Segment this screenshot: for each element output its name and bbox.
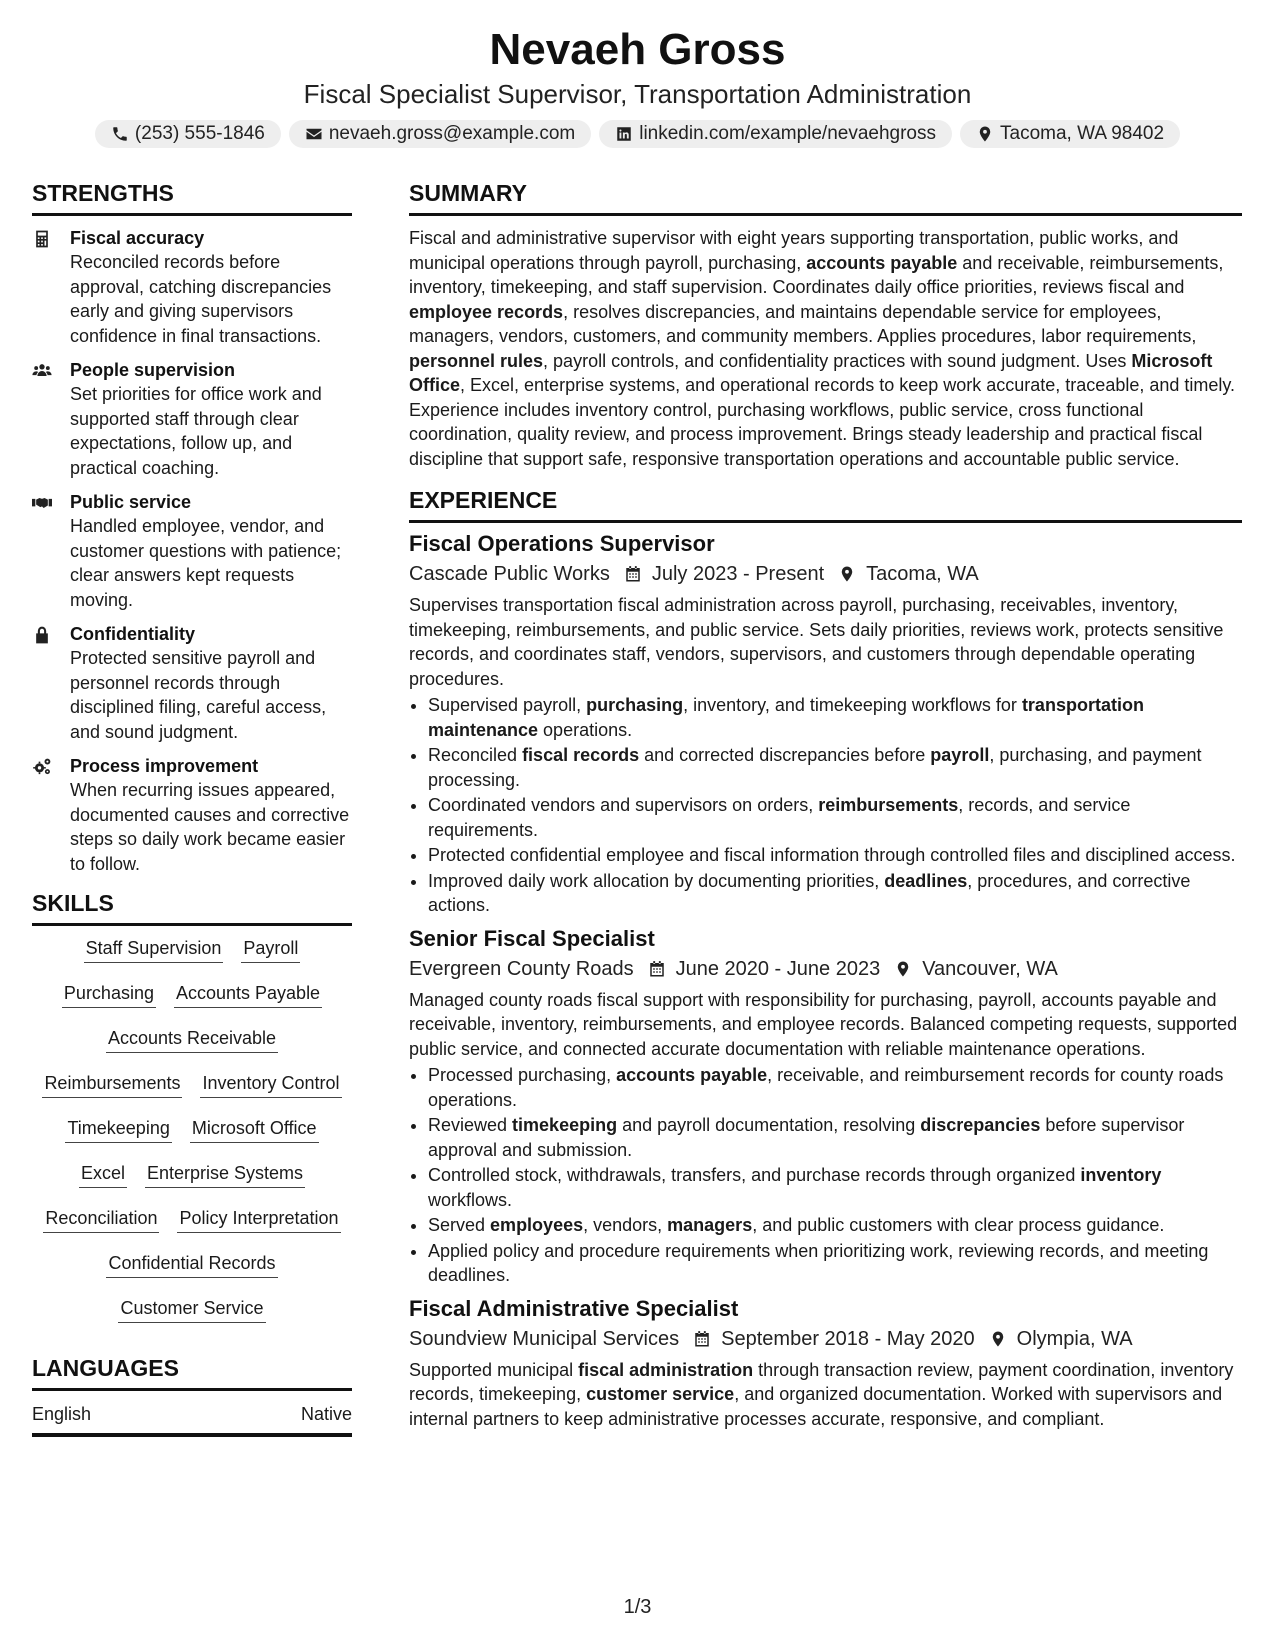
job-meta	[409, 559, 1242, 589]
skill-tag: Staff Supervision	[84, 936, 224, 963]
emphasis-text: fiscal administration	[578, 1359, 754, 1380]
language-row	[32, 1401, 352, 1437]
skills-heading: SKILLS	[32, 888, 352, 926]
contact-phone[interactable]	[95, 120, 281, 148]
job-location: Olympia, WA	[1016, 1327, 1133, 1350]
job-company: Evergreen County Roads	[409, 957, 634, 980]
contact-linkedin[interactable]	[599, 120, 952, 148]
skill-row	[42, 1071, 341, 1116]
emphasis-text: inventory	[1080, 1165, 1162, 1185]
candidate-title: Fiscal Specialist Supervisor, Transportation Administration	[303, 79, 972, 109]
skill-row	[62, 981, 322, 1026]
emphasis-text: purchasing	[586, 695, 684, 715]
skill-tag: Policy Interpretation	[177, 1206, 340, 1233]
job-bullet: • Reconciled fiscal records and corrected discrepancies before payroll, purchasing, and payment processing.	[428, 743, 1242, 792]
job-entry	[409, 529, 1242, 918]
lock-icon	[32, 625, 52, 645]
skill-tag: Purchasing	[62, 981, 156, 1008]
skill-tag: Confidential Records	[106, 1251, 277, 1278]
language-name: English	[32, 1404, 92, 1424]
contact-phone-text: (253) 555-1846	[134, 123, 265, 144]
job-description: Managed county roads fiscal support with responsibility for purchasing, payroll, accounts payable and receivable, inventory, reimbursements, and employee records. Balanced competing requests, supported public service, and connected accurate documentation with reliable maintenance operations.	[409, 989, 1238, 1059]
emphasis-text: accounts payable	[806, 252, 958, 273]
job-entry	[409, 1294, 1242, 1432]
strength-item	[32, 622, 352, 744]
contact-email-text: nevaeh.gross@example.com	[328, 123, 576, 144]
calendar-icon	[624, 565, 642, 583]
skill-tag: Accounts Payable	[174, 981, 322, 1008]
job-bullet: • Improved daily work allocation by documenting priorities, deadlines, procedures, and corrective actions.	[428, 869, 1242, 918]
skill-tag: Payroll	[241, 936, 300, 963]
strength-desc: Reconciled records before approval, catching discrepancies early and giving supervisors confidence in final transactions.	[70, 252, 332, 346]
strength-title: Confidentiality	[70, 624, 195, 644]
job-company: Cascade Public Works	[409, 563, 610, 585]
job-bullet: • Coordinated vendors and supervisors on orders, reimbursements, records, and service requirements.	[428, 793, 1242, 842]
summary-text: Fiscal and administrative supervisor with eight years supporting transportation, public works, and municipal operations through payroll, purchasing, accounts payable and receivable, reimbursements, inventory, timekeeping, and staff supervision. Coordinates daily office priorities, reviews fiscal and employee records, resolves discrepancies, and maintains dependable service for employees, managers, vendors, customers, and community members. Applies procedures, labor requirements, personnel rules, payroll controls, and confidentiality practices with sound judgment. Uses Microsoft Office, Excel, enterprise systems, and operational records to keep work accurate, traceable, and timely. Experience includes inventory control, purchasing workflows, public service, cross functional coordination, quality review, and process improvement. Brings steady leadership and practical fiscal discipline that support safe, responsive transportation operations and accountable public service.	[409, 228, 1236, 469]
map-pin-icon	[838, 565, 856, 583]
gears-icon	[32, 757, 52, 777]
job-bullet: • Applied policy and procedure requirements when prioritizing work, reviewing records, and meeting deadlines.	[428, 1239, 1242, 1288]
job-meta	[409, 1324, 1242, 1354]
candidate-name: Nevaeh Gross	[489, 25, 786, 74]
skill-tag: Reimbursements	[42, 1071, 182, 1098]
skill-tag: Accounts Receivable	[106, 1026, 278, 1053]
calendar-icon	[648, 960, 666, 978]
emphasis-text: transportation maintenance	[428, 695, 1144, 740]
job-entry	[409, 924, 1242, 1288]
job-bullet: • Reviewed timekeeping and payroll documentation, resolving discrepancies before supervisor approval and submission.	[428, 1113, 1242, 1162]
emphasis-text: managers	[667, 1215, 753, 1235]
contact-location	[960, 120, 1180, 148]
skill-row	[43, 1206, 340, 1251]
envelope-icon	[305, 125, 323, 143]
contact-location-text: Tacoma, WA 98402	[1000, 123, 1165, 144]
job-bullet: • Served employees, vendors, managers, and public customers with clear process guidance.	[428, 1213, 1242, 1238]
emphasis-text: employee records	[409, 301, 564, 322]
experience-heading: EXPERIENCE	[409, 485, 1242, 523]
calculator-icon	[32, 229, 52, 249]
job-title: Fiscal Administrative Specialist	[409, 1295, 739, 1321]
summary-heading: SUMMARY	[409, 178, 1242, 216]
skill-row	[106, 1251, 277, 1296]
emphasis-text: personnel rules	[409, 350, 544, 371]
language-level: Native	[300, 1404, 352, 1424]
job-description: Supervises transportation fiscal administration across payroll, purchasing, receivables, inventory, timekeeping, reimbursements, and public service. Sets daily priorities, reviews work, protects sensitive records, and coordinates staff, vendors, supervisors, and customers through dependable operating procedures.	[409, 595, 1224, 689]
users-icon	[32, 361, 52, 381]
skill-row	[118, 1296, 265, 1341]
strength-title: Fiscal accuracy	[70, 228, 205, 248]
strength-item	[32, 754, 352, 876]
handshake-icon	[32, 493, 52, 513]
job-dates: September 2018 - May 2020	[721, 1327, 975, 1350]
strength-desc: Protected sensitive payroll and personnel records through disciplined filing, careful access, and sound judgment.	[70, 648, 327, 742]
skill-row	[84, 936, 301, 981]
skill-tag: Microsoft Office	[190, 1116, 319, 1143]
job-bullets	[409, 693, 1242, 918]
skill-tag: Enterprise Systems	[145, 1161, 305, 1188]
emphasis-text: customer service	[586, 1384, 735, 1404]
phone-icon	[111, 125, 129, 143]
left-column	[32, 178, 352, 1437]
strength-title: Process improvement	[70, 756, 259, 776]
emphasis-text: Microsoft Office	[409, 350, 1213, 395]
job-title: Fiscal Operations Supervisor	[409, 531, 715, 556]
strength-desc: Set priorities for office work and supported staff through clear expectations, follow up, and practical coaching.	[70, 384, 322, 478]
emphasis-text: fiscal records	[522, 745, 640, 765]
contact-linkedin-text: linkedin.com/example/nevaehgross	[639, 123, 936, 144]
skill-row	[106, 1026, 278, 1071]
emphasis-text: discrepancies	[920, 1115, 1041, 1135]
map-pin-icon	[976, 125, 994, 143]
strength-title: People supervision	[70, 360, 236, 380]
strength-title: Public service	[70, 492, 192, 512]
linkedin-icon	[615, 125, 633, 143]
emphasis-text: deadlines	[884, 870, 968, 891]
job-title: Senior Fiscal Specialist	[409, 925, 655, 951]
job-location: Vancouver, WA	[922, 957, 1058, 980]
strength-desc: Handled employee, vendor, and customer questions with patience; clear answers kept requests moving.	[70, 516, 342, 610]
job-meta	[409, 954, 1242, 984]
emphasis-text: payroll	[930, 745, 990, 765]
job-dates: July 2023 - Present	[651, 563, 825, 585]
job-bullet: • Supervised payroll, purchasing, inventory, and timekeeping workflows for transportation maintenance operations.	[428, 693, 1242, 742]
contact-bar	[0, 120, 1275, 148]
job-bullet: • Processed purchasing, accounts payable, receivable, and reimbursement records for county roads operations.	[428, 1063, 1242, 1112]
page-number: 1/3	[623, 1596, 652, 1618]
strength-desc: When recurring issues appeared, documented causes and corrective steps so daily work became easier to follow.	[70, 780, 350, 874]
experience-list	[409, 529, 1242, 1431]
skill-tag: Timekeeping	[65, 1116, 171, 1143]
emphasis-text: reimbursements	[818, 795, 959, 815]
skills-list	[32, 936, 352, 1341]
skill-row	[79, 1161, 305, 1206]
resume-header	[0, 22, 1275, 148]
strength-item	[32, 226, 352, 348]
skill-tag: Customer Service	[118, 1296, 265, 1323]
job-company: Soundview Municipal Services	[409, 1327, 680, 1350]
skill-tag: Inventory Control	[200, 1071, 341, 1098]
job-bullet: • Protected confidential employee and fiscal information through controlled files and disciplined access.	[428, 843, 1242, 868]
strengths-list	[32, 226, 352, 876]
skill-tag: Reconciliation	[43, 1206, 159, 1233]
job-dates: June 2020 - June 2023	[675, 957, 881, 980]
job-bullets	[409, 1063, 1242, 1288]
emphasis-text: timekeeping	[512, 1115, 618, 1135]
emphasis-text: accounts payable	[616, 1065, 768, 1085]
contact-email[interactable]	[289, 120, 591, 148]
map-pin-icon	[894, 960, 912, 978]
strength-item	[32, 490, 352, 612]
languages-heading: LANGUAGES	[32, 1353, 352, 1391]
strength-item	[32, 358, 352, 480]
strengths-heading: STRENGTHS	[32, 178, 352, 216]
skill-tag: Excel	[79, 1161, 127, 1188]
map-pin-icon	[989, 1330, 1007, 1348]
job-bullet: • Controlled stock, withdrawals, transfers, and purchase records through organized inventory workflows.	[428, 1163, 1242, 1212]
right-column	[409, 178, 1242, 1431]
skill-row	[65, 1116, 318, 1161]
job-location: Tacoma, WA	[866, 563, 979, 585]
calendar-icon	[693, 1330, 711, 1348]
emphasis-text: employees	[490, 1215, 584, 1235]
job-description: Supported municipal fiscal administration through transaction review, payment coordination, inventory records, timekeeping, customer service, and organized documentation. Worked with supervisors and internal partners to keep administrative processes accurate, responsive, and compliant.	[409, 1359, 1234, 1429]
